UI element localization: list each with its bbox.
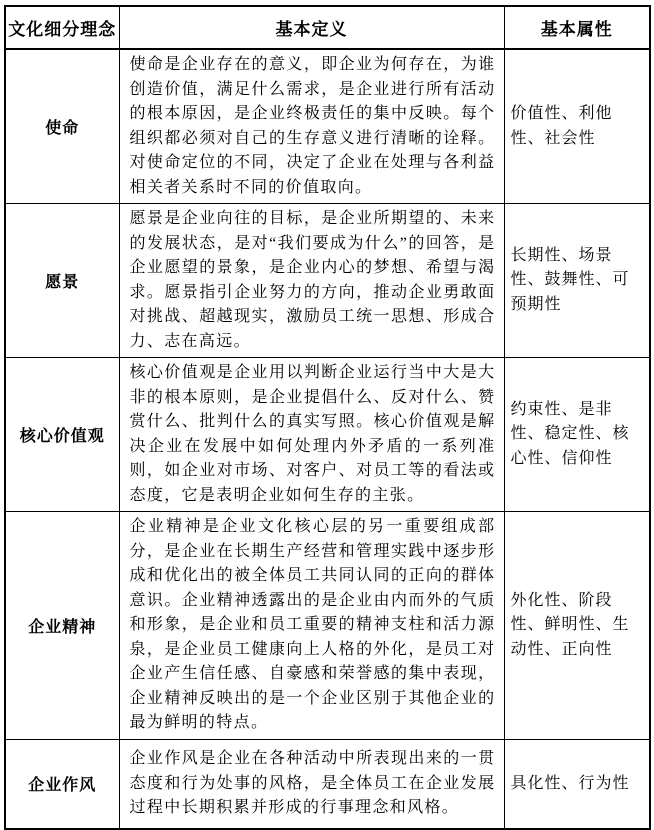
concept-label: 使命: [5, 49, 119, 204]
culture-concept-table: [4, 5, 651, 830]
definition-text: 核心价值观是企业用以判断企业运行当中大是大非的根本原则，是企业提倡什么、反对什么、赞赏什么、批判什么的真实写照。核心价值观是解决企业在发展中如何处理内外矛盾的一系列准则，如企业对市场、对客户、对员工等的看法或态度，它是表明企业如何生存的主张。: [119, 358, 504, 512]
concept-label: 企业精神: [5, 512, 119, 740]
definition-text: 企业作风是企业在各种活动中所表现出来的一贯态度和行为处事的风格，是全体员工在企业发展过程中长期积累并形成的行事理念和风格。: [119, 739, 504, 829]
table-header-row: [5, 6, 650, 49]
attributes-text: 价值性、利他性、社会性: [504, 49, 650, 204]
attributes-text: 具化性、行为性: [504, 739, 650, 829]
header-definition: 基本定义: [119, 6, 504, 49]
attributes-text: 外化性、阶段性、鲜明性、生动性、正向性: [504, 512, 650, 740]
table-row-mission: [5, 49, 650, 204]
header-concept: 文化细分理念: [5, 6, 119, 49]
header-attributes: 基本属性: [504, 6, 650, 49]
table-row-enterprise-spirit: [5, 512, 650, 740]
definition-text: 使命是企业存在的意义，即企业为何存在，为谁创造价值，满足什么需求，是企业进行所有活动的根本原因，是企业终极责任的集中反映。每个组织都必须对自己的生存意义进行清晰的诠释。对使命定位的不同，决定了企业在处理与各利益相关者关系时不同的价值取向。: [119, 49, 504, 204]
table-row-enterprise-style: [5, 739, 650, 829]
concept-label: 愿景: [5, 204, 119, 358]
table-row-core-values: [5, 358, 650, 512]
concept-label: 企业作风: [5, 739, 119, 829]
definition-text: 企业精神是企业文化核心层的另一重要组成部分，是企业在长期生产经营和管理实践中逐步形成和优化出的被全体员工共同认同的正向的群体意识。企业精神透露出的是企业由内而外的气质和形象，是企业和员工重要的精神支柱和活力源泉，是企业员工健康向上人格的外化，是员工对企业产生信任感、自豪感和荣誉感的集中表现，企业精神反映出的是一个企业区别于其他企业的最为鲜明的特点。: [119, 512, 504, 740]
concept-label: 核心价值观: [5, 358, 119, 512]
table-row-vision: [5, 204, 650, 358]
attributes-text: 约束性、是非性、稳定性、核心性、信仰性: [504, 358, 650, 512]
definition-text: 愿景是企业向往的目标，是企业所期望的、未来的发展状态，是对“我们要成为什么”的回答，是企业愿望的景象，是企业内心的梦想、希望与渴求。愿景指引企业努力的方向，推动企业勇敢面对挑战、超越现实，激励员工统一思想、形成合力、志在高远。: [119, 204, 504, 358]
attributes-text: 长期性、场景性、鼓舞性、可预期性: [504, 204, 650, 358]
